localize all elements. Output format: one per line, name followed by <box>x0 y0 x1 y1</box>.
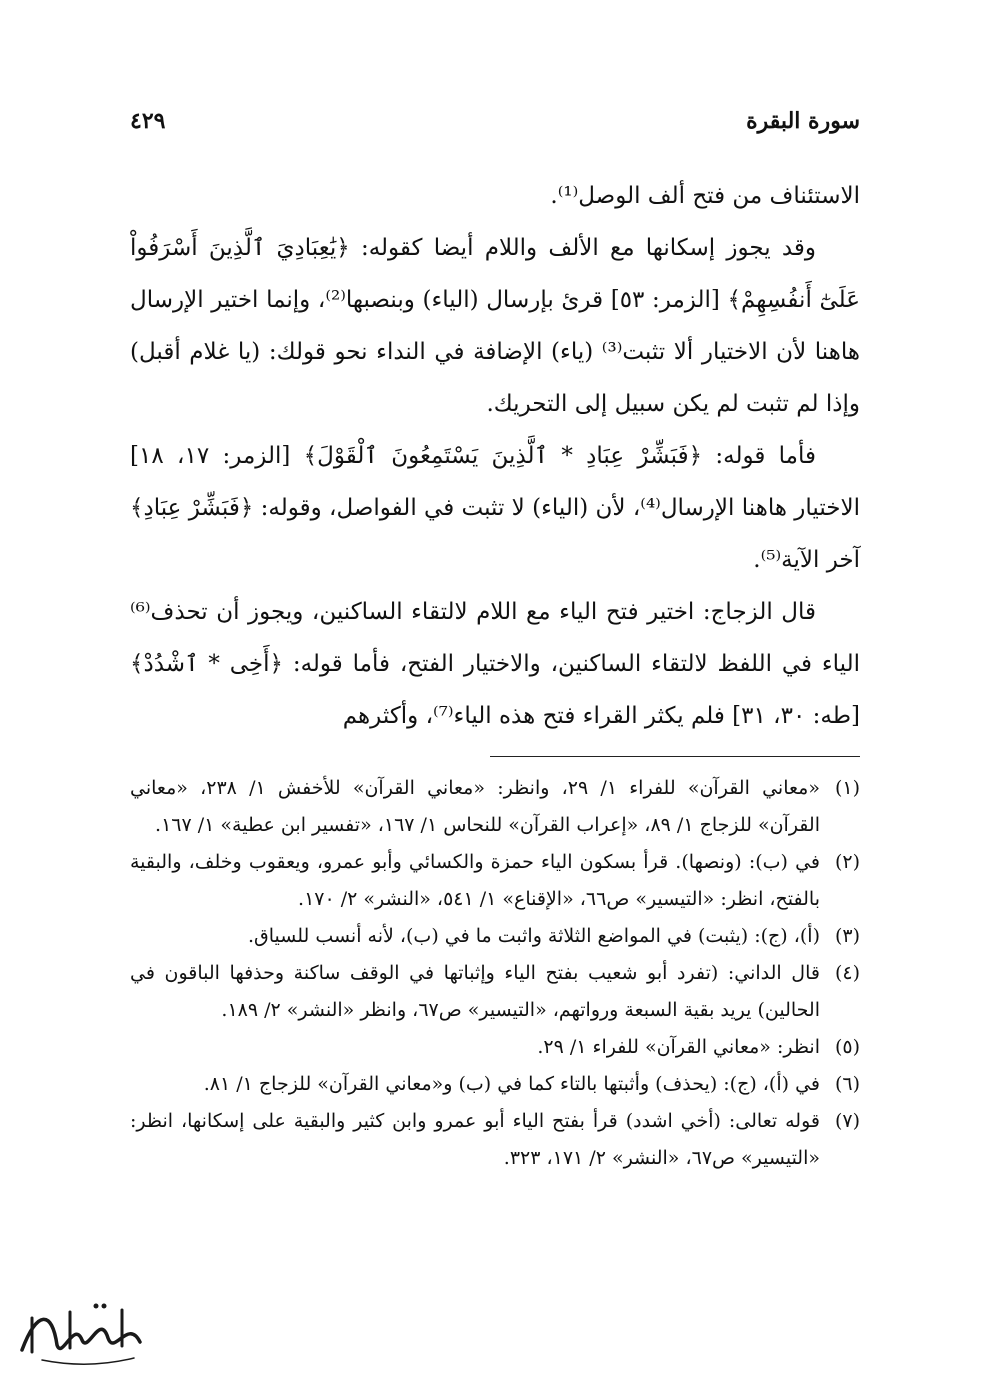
footnote-item <box>130 844 860 918</box>
footnote-text: (أ)، (ج): (يثبت) في المواضع الثلاثة واثبت ما في (ب)، لأنه أنسب للسياق. <box>247 925 820 947</box>
footnote-number: (٤) <box>834 962 860 984</box>
footnote-item <box>130 1066 860 1103</box>
footnote-text: قوله تعالى: (أخي اشدد) قرأ بفتح الياء أبو عمرو وابن كثير والبقية على إسكانها، انظر: «التيسير» ص٦٧، «النشر» ٢/ ١٧١، ٣٢٣. <box>130 1110 820 1169</box>
paragraph-2: وقد يجوز إسكانها مع الألف واللام أيضا كقوله: ﴿يَٰعِبَادِيَ ٱلَّذِينَ أَسْرَفُواْ عَلَىٰٓ أَنفُسِهِمْ﴾ [الزمر: ٥٣] قرئ بإرسال (الياء) وبنصبها⁽²⁾، وإنما اختير الإرسال هاهنا لأن الاختيار ألا تثبت⁽³⁾ (ياء) الإضافة في النداء نحو قولك: (يا غلام أقبل) وإذا لم تثبت لم يكن سبيل إلى التحريك. <box>130 235 860 417</box>
footnote-number: (١) <box>834 777 860 799</box>
paragraph-4: قال الزجاج: اختير فتح الياء مع اللام لالتقاء الساكنين، ويجوز أن تحذف⁽⁶⁾ الياء في اللفظ لالتقاء الساكنين، والاختيار الفتح، فأما قوله: ﴿أَخِى * ٱشْدُدْ﴾ [طه: ٣٠، ٣١] فلم يكثر القراء فتح هذه الياء⁽⁷⁾، وأكثرهم <box>130 599 860 729</box>
stamp-dot <box>102 1304 107 1309</box>
footnote-text: في (ب): (ونصها). قرأ بسكون الياء حمزة والكسائي وأبو عمرو، ويعقوب وخلف، والبقية بالفتح، انظر: «التيسير» ص٦٦، «الإقناع» ١/ ٥٤١، «النشر» ٢/ ١٧٠. <box>130 851 820 910</box>
footnotes <box>130 770 860 1177</box>
footnote-item <box>130 1103 860 1177</box>
footnote-text: في (أ)، (ج): (يحذف) وأثبتها بالتاء كما في (ب) و«معاني القرآن» للزجاج ١/ ٨١. <box>203 1073 820 1095</box>
footnote-item <box>130 770 860 844</box>
footnote-number: (٣) <box>834 925 860 947</box>
footnote-text: انظر: «معاني القرآن» للفراء ١/ ٢٩. <box>537 1036 820 1058</box>
footnote-number: (٢) <box>834 851 860 873</box>
paragraph-3: فأما قوله: ﴿فَبَشِّرْ عِبَادِ * ٱلَّذِينَ يَسْتَمِعُونَ ٱلْقَوْلَ﴾ [الزمر: ١٧، ١٨] الاختيار هاهنا الإرسال⁽⁴⁾، لأن (الياء) لا تثبت في الفواصل، وقوله: ﴿فَبَشِّرْ عِبَادِ﴾ آخر الآية⁽⁵⁾. <box>130 443 860 573</box>
footnote-separator <box>490 756 860 757</box>
footnote-number: (٥) <box>834 1036 860 1058</box>
footnote-text: قال الداني: (تفرد أبو شعيب بفتح الياء وإثباتها في الوقف ساكنة وحذفها الباقون في الحالين) يريد بقية السبعة ورواتهم، «التيسير» ص٦٧، وانظر «النشر» ٢/ ١٨٩. <box>130 962 820 1021</box>
stamp-stroke <box>32 1310 122 1352</box>
footnote-item <box>130 1029 860 1066</box>
surah-title: سورة البقرة <box>746 108 860 134</box>
footnote-item <box>130 955 860 1029</box>
calligraphy-stamp-logo <box>12 1290 152 1370</box>
page-number: ٤٢٩ <box>130 108 166 134</box>
footnote-item <box>130 918 860 955</box>
main-text <box>130 170 860 742</box>
page-header <box>130 108 860 148</box>
stamp-stroke <box>42 1358 134 1364</box>
footnote-number: (٦) <box>834 1073 860 1095</box>
footnote-text: «معاني القرآن» للفراء ١/ ٢٩، وانظر: «معاني القرآن» للأخفش ١/ ٢٣٨، «معاني القرآن» للزجاج ١/ ٨٩، «إعراب القرآن» للنحاس ١/ ١٦٧، «تفسير ابن عطية» ١/ ١٦٧. <box>130 777 820 836</box>
footnote-number: (٧) <box>834 1110 860 1132</box>
stamp-dot <box>94 1304 99 1309</box>
paragraph-continuation: الاستئناف من فتح ألف الوصل⁽¹⁾. <box>550 183 860 209</box>
